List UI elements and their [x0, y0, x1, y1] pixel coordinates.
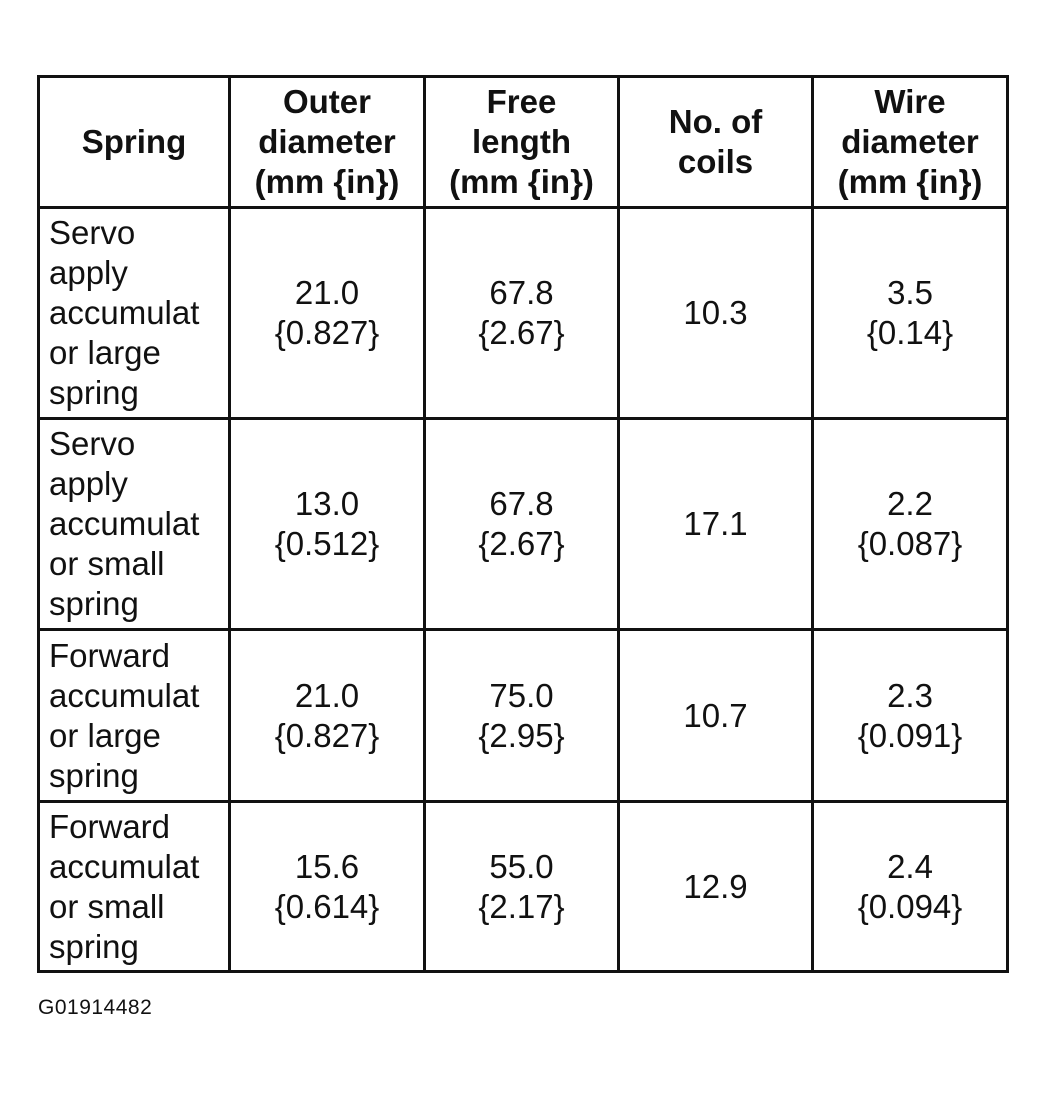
spring-name-line: spring [49, 927, 139, 965]
mm-value: 67.8 [489, 485, 554, 522]
figure-id-label: G01914482 [38, 996, 153, 1019]
wire-diameter-cell [813, 208, 1008, 419]
outer-diameter-cell [230, 419, 425, 630]
spring-name-line: accumulat [49, 676, 200, 714]
inch-value: {0.087} [857, 525, 963, 562]
coils-value: 10.7 [683, 696, 748, 734]
inch-value: {2.95} [478, 716, 565, 754]
coils-cell [619, 802, 813, 972]
inch-value: {0.094} [857, 887, 963, 925]
header-line: Spring [81, 123, 187, 160]
header-line: (mm {in}) [254, 163, 400, 200]
spring-name-line: or large [49, 334, 161, 371]
header-no-of-coils [619, 77, 813, 208]
spring-name-line: or small [49, 545, 165, 582]
spring-name-line: accumulat [49, 294, 200, 331]
inch-value: {0.091} [857, 716, 963, 754]
inch-value: {0.512} [274, 525, 380, 562]
wire-diameter-cell [813, 419, 1008, 630]
header-line: No. of [668, 103, 763, 140]
spring-name-line: or large [49, 716, 161, 754]
spring-spec-table [37, 75, 1009, 973]
header-line: length [472, 123, 571, 160]
table-row [39, 630, 1008, 802]
header-line: diameter [841, 123, 979, 160]
header-line: Outer [282, 83, 371, 120]
header-free-length [425, 77, 619, 208]
inch-value: {0.14} [866, 314, 954, 351]
mm-value: 15.6 [294, 847, 360, 885]
free-length-cell [425, 419, 619, 630]
table-row [39, 802, 1008, 972]
header-line: diameter [258, 123, 396, 160]
free-length-cell [425, 630, 619, 802]
header-spring [39, 77, 230, 208]
inch-value: {2.17} [478, 887, 565, 925]
header-line: (mm {in}) [837, 163, 983, 200]
coils-value: 17.1 [683, 505, 748, 542]
inch-value: {0.827} [274, 314, 380, 351]
table-header-row [39, 77, 1008, 208]
mm-value: 3.5 [887, 274, 933, 311]
mm-value: 75.0 [489, 676, 554, 714]
spring-name-cell [39, 630, 230, 802]
spring-name-line: apply [49, 465, 128, 502]
spring-name-line: or small [49, 887, 165, 925]
outer-diameter-cell [230, 630, 425, 802]
spring-name-line: apply [49, 254, 128, 291]
mm-value: 2.4 [887, 847, 933, 885]
mm-value: 21.0 [294, 676, 360, 714]
inch-value: {2.67} [478, 525, 565, 562]
header-line: Wire [874, 83, 946, 120]
inch-value: {2.67} [478, 314, 565, 351]
outer-diameter-cell [230, 802, 425, 972]
outer-diameter-cell [230, 208, 425, 419]
spring-name-line: accumulat [49, 847, 200, 885]
coils-value: 12.9 [683, 867, 748, 905]
spring-name-line: accumulat [49, 505, 200, 542]
spring-name-cell [39, 208, 230, 419]
wire-diameter-cell [813, 630, 1008, 802]
spring-name-line: Forward [49, 636, 171, 674]
mm-value: 55.0 [489, 847, 554, 885]
spring-name-line: spring [49, 756, 139, 794]
wire-diameter-cell [813, 802, 1008, 972]
coils-value: 10.3 [683, 294, 748, 331]
spring-name-line: Forward [49, 807, 171, 845]
coils-cell [619, 419, 813, 630]
mm-value: 2.2 [887, 485, 933, 522]
header-outer-diameter [230, 77, 425, 208]
spring-name-line: spring [49, 374, 139, 411]
header-line: (mm {in}) [449, 163, 594, 200]
free-length-cell [425, 208, 619, 419]
spring-name-cell [39, 419, 230, 630]
mm-value: 67.8 [489, 274, 554, 311]
header-line: coils [677, 143, 754, 180]
inch-value: {0.614} [274, 887, 380, 925]
mm-value: 13.0 [294, 485, 360, 522]
coils-cell [619, 208, 813, 419]
spring-name-line: spring [49, 585, 139, 622]
coils-cell [619, 630, 813, 802]
mm-value: 21.0 [294, 274, 360, 311]
spring-name-line: Servo [49, 425, 136, 462]
spring-name-cell [39, 802, 230, 972]
spring-name-line: Servo [49, 214, 136, 251]
inch-value: {0.827} [274, 716, 380, 754]
table-row [39, 208, 1008, 419]
free-length-cell [425, 802, 619, 972]
header-line: Free [486, 83, 557, 120]
header-wire-diameter [813, 77, 1008, 208]
table-row [39, 419, 1008, 630]
mm-value: 2.3 [887, 676, 933, 714]
